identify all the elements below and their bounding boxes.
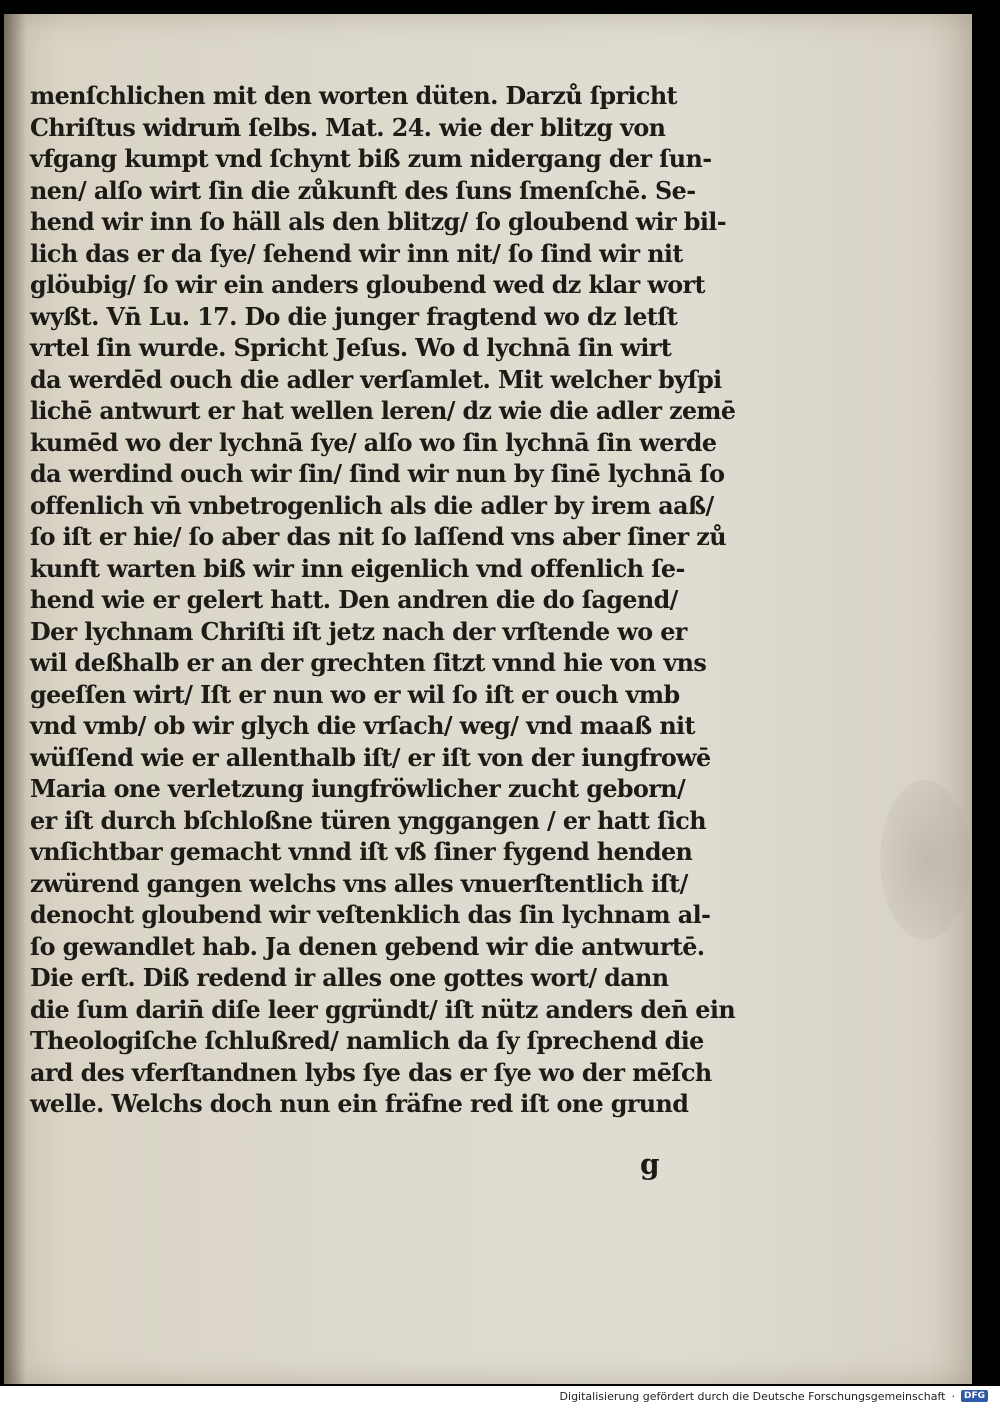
text-line: Theologiſche ſchlußred/ namlich da ſy ſprechend die: [30, 1026, 704, 1055]
text-line: kunft warten biß wir inn eigenlich vnd offenlich ſe-: [30, 553, 685, 583]
text-line: kumēd wo der lychnā ſye/ alſo wo ſin lychnā ſin werde: [30, 427, 717, 457]
text-line: lich das er da ſye/ ſehend wir inn nit/ ſo ſind wir nit: [30, 238, 683, 268]
text-line: er iſt durch bſchloßne türen ynggangen / er hatt ſich: [30, 805, 706, 835]
page-text: [30, 80, 740, 1120]
footer-credit-text: Digitalisierung gefördert durch die Deutsche Forschungsgemeinschaft: [559, 1389, 946, 1403]
text-line: wüſſend wie er allenthalb iſt/ er iſt von der iungfrowē: [30, 742, 711, 772]
signature-mark: g: [640, 1148, 660, 1181]
paper-stain: [880, 780, 970, 940]
text-line: da werdind ouch wir ſin/ ſind wir nun by ſinē lychnā ſo: [30, 459, 725, 488]
text-line: Der lychnam Chriſti iſt jetz nach der vrſtende wo er: [30, 616, 687, 646]
text-line: vnſichtbar gemacht vnnd iſt vß ſiner fygend henden: [30, 837, 693, 866]
text-line: hend wir inn ſo häll als den blitzg/ ſo gloubend wir bil-: [30, 207, 727, 236]
text-line: denocht gloubend wir veſtenklich das ſin lychnam al-: [30, 900, 711, 929]
text-line: wyßt. Vn̄ Lu. 17. Do die junger fragtend wo dz letſt: [30, 301, 678, 331]
text-line: zwürend gangen welchs vns alles vnuerſtentlich iſt/: [30, 868, 688, 898]
dfg-logo: DFG: [961, 1390, 988, 1402]
gutter-shadow: [4, 14, 26, 1384]
text-line: welle. Welchs doch nun ein fräfne red iſt one grund: [30, 1089, 689, 1118]
text-line: vnd vmb/ ob wir glych die vrſach/ weg/ vnd maaß nit: [30, 711, 695, 740]
text-line: offenlich vn̄ vnbetrogenlich als die adler by irem aaß/: [30, 490, 714, 520]
footer-separator: ·: [951, 1389, 955, 1403]
text-line: ard des vferſtandnen lybs ſye das er ſye wo der mēſch: [30, 1057, 712, 1087]
text-line: nen/ alſo wirt ſin die zůkunft des ſuns ſmenſchē. Se-: [30, 175, 696, 205]
text-line: da werdēd ouch die adler verſamlet. Mit welcher byſpi: [30, 364, 722, 394]
text-line: ſo iſt er hie/ ſo aber das nit ſo laſſend vns aber ſiner zů: [30, 522, 726, 551]
text-line: geeſſen wirt/ Iſt er nun wo er wil ſo iſt er ouch vmb: [30, 679, 680, 709]
text-line: wil deßhalb er an der grechten ſitzt vnnd hie von vns: [30, 648, 707, 677]
text-line: hend wie er gelert hatt. Den andren die do ſagend/: [30, 585, 678, 614]
text-line: menſchlichen mit den worten düten. Darzů ſpricht: [30, 81, 677, 110]
text-line: vfgang kumpt vnd ſchynt biß zum nidergang der ſun-: [30, 144, 712, 173]
footer-credit: [556, 1388, 992, 1404]
text-line: vrtel ſin wurde. Spricht Jeſus. Wo d lychnā ſin wirt: [30, 333, 672, 362]
text-line: Die erſt. Diß redend ir alles one gottes wort/ dann: [30, 963, 669, 992]
text-line: ſo gewandlet hab. Ja denen gebend wir die antwurtē.: [30, 931, 705, 961]
text-line: Maria one verletzung iungfröwlicher zucht geborn/: [30, 774, 686, 803]
text-line: die ſum darin̄ diſe leer ggründt/ iſt nütz anders den̄ ein: [30, 994, 736, 1024]
text-line: Chriſtus widrum̄ ſelbs. Mat. 24. wie der blitzg von: [30, 112, 666, 142]
text-line: lichē antwurt er hat wellen leren/ dz wie die adler zemē: [30, 396, 736, 425]
text-line: glöubig/ ſo wir ein anders gloubend wed dz klar wort: [30, 270, 705, 299]
